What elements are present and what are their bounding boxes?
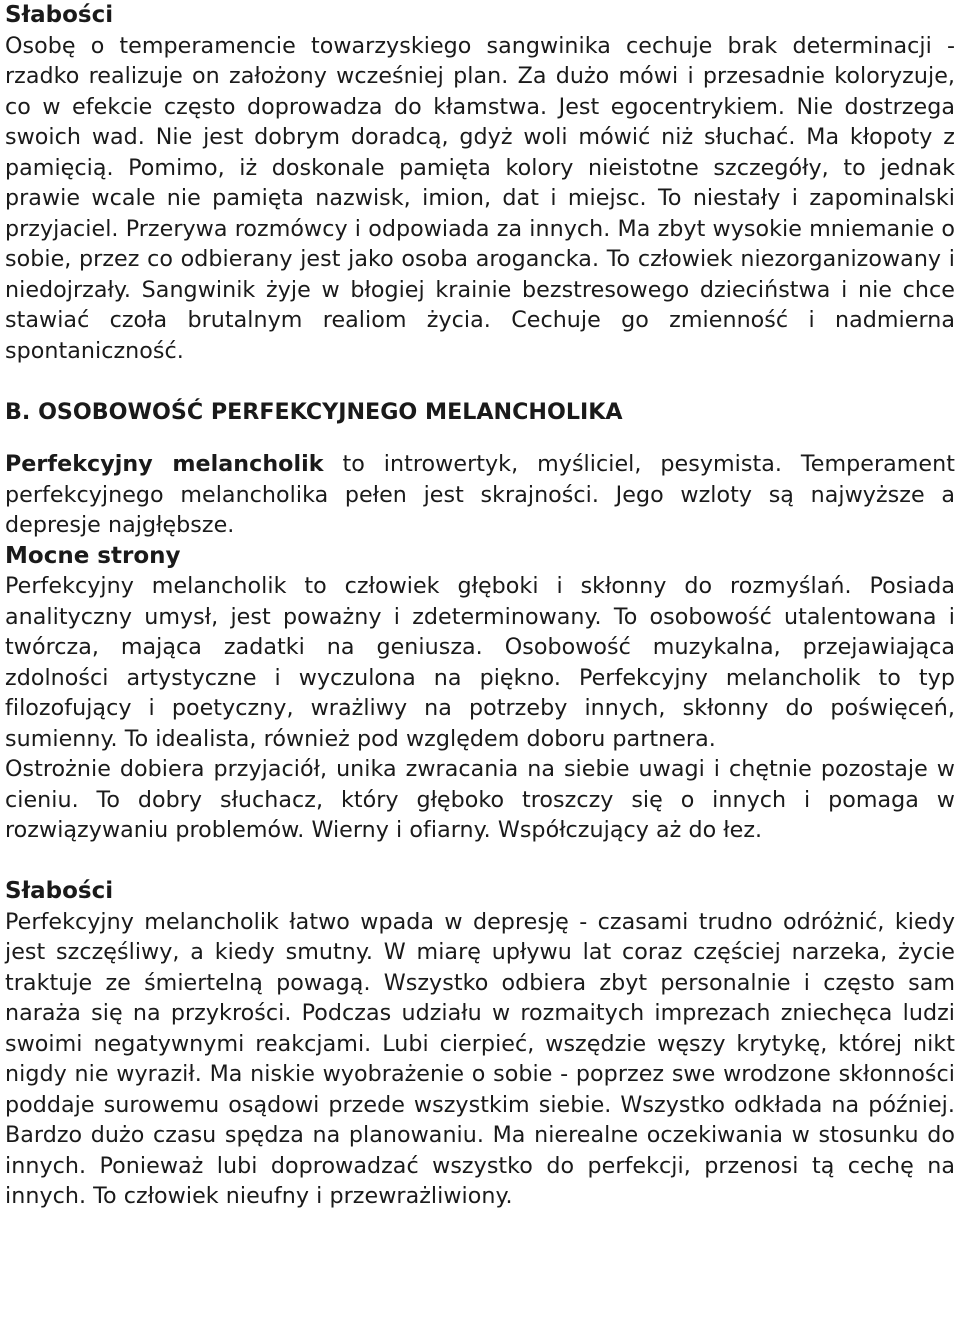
intro-rest-text: to introwertyk, myśliciel, pesymista. Temperament perfekcyjnego melancholika pełen jest skrajności. Jego wzloty są najwyższe a depresje najgłębsze. [5, 451, 955, 538]
spacer [5, 427, 955, 449]
section-heading-strengths: Mocne strony [5, 542, 181, 569]
paragraph-strengths-2: Ostrożnie dobiera przyjaciół, unika zwracania na siebie uwagi i chętnie pozostaje w cieniu. To dobry słuchacz, który głęboko troszczy się o innych i pomaga w rozwiązywaniu problemów. Wierny i ofiarny. Współczujący aż do łez. [5, 756, 955, 843]
section-title-melancholik: B. OSOBOWOŚĆ PERFEKCYJNEGO MELANCHOLIKA [5, 398, 623, 425]
spacer [5, 366, 955, 397]
section-heading-weaknesses-melancholik: Słabości [5, 878, 114, 904]
paragraph-sangwinik-weaknesses: Osobę o temperamencie towarzyskiego sangwinika cechuje brak determinacji - rzadko realizuje on założony wcześniej plan. Za dużo mówi i przesadnie koloryzuje, co w efekcie często doprowadza do kłamstwa. Jest egocentrykiem. Nie dostrzega swoich wad. Nie jest dobrym doradcą, gdyż woli mówić niż słuchać. Ma kłopoty z pamięcią. Pomimo, iż doskonale pamięta kolory nieistotne szczegóły, to jednak prawie wcale nie pamięta nazwisk, imion, dat i miejsc. To niestały i zapominalski przyjaciel. Przerywa rozmówcy i odpowiada za innych. Ma zbyt wysokie mniemanie o sobie, przez co odbierany jest jako osoba arogancka. To człowiek niezorganizowany i niedojrzały. Sangwinik żyje w błogiej krainie bezstresowego dzieciństwa i nie chce stawiać czoła brutalnym realiom życia. Cechuje go zmienność i nadmierna spontaniczność. [5, 32, 955, 364]
paragraph-melancholik-weaknesses: Perfekcyjny melancholik łatwo wpada w depresję - czasami trudno odróżnić, kiedy jest szczęśliwy, a kiedy smutny. W miarę upływu lat coraz częściej narzeka, życie traktuje ze śmiertelną powagą. Wszystko odbiera zbyt personalnie i często sam naraża się na przykrości. Podczas udziału w rozmaitych imprezach zniechęca ludzi swoimi negatywnymi reakcjami. Lubi cierpieć, wszędzie węszy krytykę, której nikt nigdy nie wyraził. Ma niskie wyobrażenie o sobie - poprzez swe wrodzone skłonności poddaje surowemu osądowi przede wszystkim siebie. Wszystko odkłada na później. Bardzo dużo czasu spędza na planowaniu. Ma nierealne oczekiwania w stosunku do innych. Ponieważ lubi doprowadzać wszystko do perfekcji, przenosi tą cechę na innych. To człowiek nieufny i przewrażliwiony. [5, 908, 955, 1209]
intro-bold-term: Perfekcyjny melancholik [5, 451, 324, 477]
spacer [5, 846, 955, 877]
paragraph-strengths-1: Perfekcyjny melancholik to człowiek głęboki i skłonny do rozmyślań. Posiada analityczny umysł, jest poważny i zdeterminowany. To osobowość utalentowana i twórcza, mająca zadatki na geniusza. Osobowość muzykalna, przejawiająca zdolności artystyczne i wyczulona na piękno. Perfekcyjny melancholik to typ filozofujący i poetyczny, wrażliwy na potrzeby innych, skłonny do poświęceń, sumienny. To idealista, również pod względem doboru partnera. [5, 573, 955, 752]
paragraph-melancholik-intro [5, 449, 955, 541]
section-heading-weaknesses-sangwinik: Słabości [5, 2, 114, 28]
